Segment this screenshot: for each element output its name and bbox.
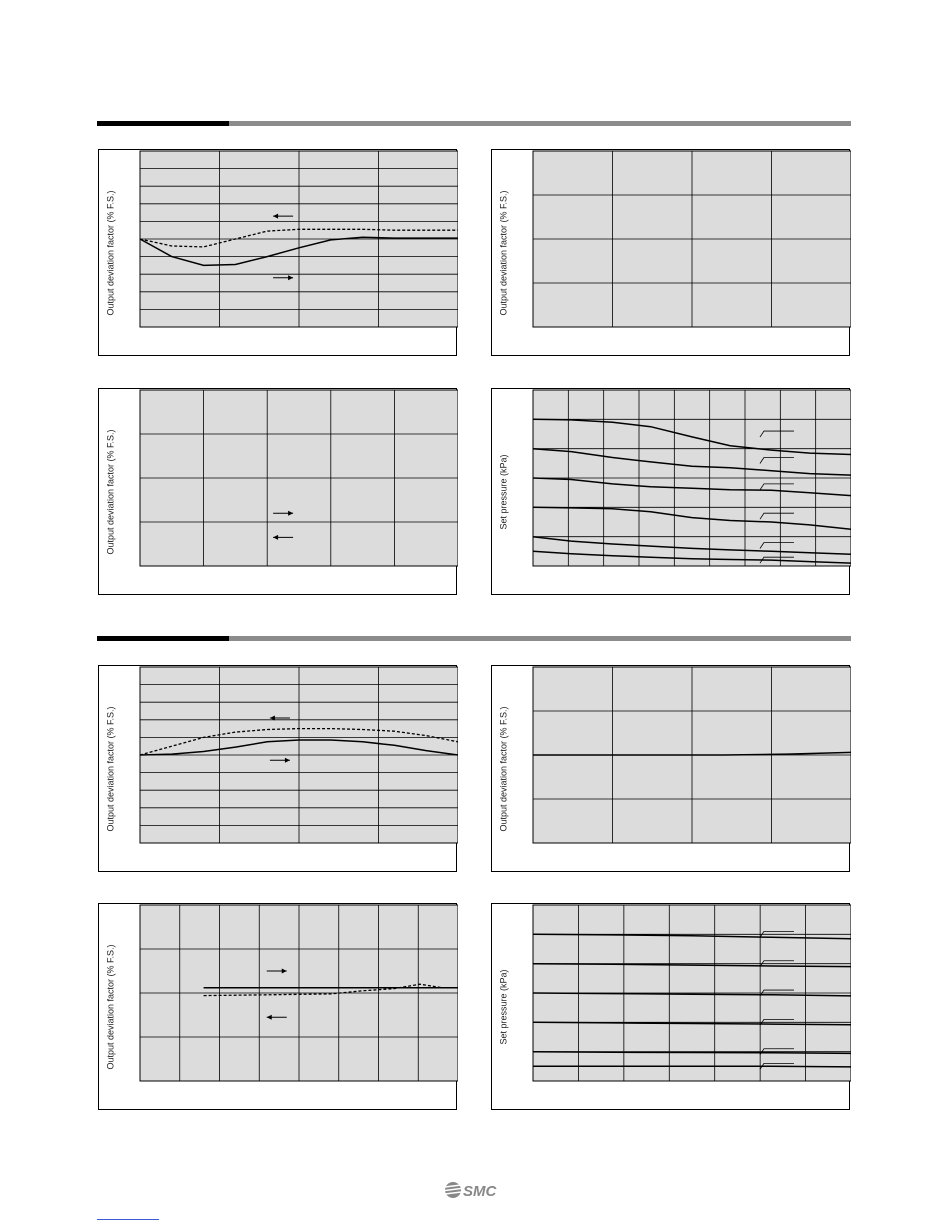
- chart-panel-2: [491, 149, 850, 356]
- rule-accent: [97, 121, 229, 126]
- chart-plot: [492, 389, 851, 596]
- rule-line: [229, 636, 851, 641]
- chart-panel-1: [98, 149, 457, 356]
- logo-text: SMC: [463, 1183, 497, 1200]
- y-axis-label: Output deviation factor (% F.S.): [106, 428, 116, 555]
- rule-line: [229, 121, 851, 126]
- chart-plot: [492, 666, 851, 873]
- y-axis-label: Output deviation factor (% F.S.): [106, 705, 116, 832]
- chart-panel-7: [98, 903, 457, 1110]
- y-axis-label: Output deviation factor (% F.S.): [106, 943, 116, 1070]
- chart-panel-4: [491, 388, 850, 595]
- chart-plot: [492, 150, 851, 357]
- series-line-6: [533, 1066, 851, 1067]
- section-rule-middle: [97, 636, 851, 641]
- y-axis-label: Output deviation factor (% F.S.): [106, 189, 116, 316]
- footer-link-underline[interactable]: [97, 1219, 159, 1220]
- chart-plot: [99, 389, 458, 596]
- y-axis-label: Set pressure (kPa): [499, 968, 509, 1045]
- smc-logo-icon: [444, 1180, 504, 1200]
- y-axis-label: Output deviation factor (% F.S.): [499, 189, 509, 316]
- chart-plot: [492, 904, 851, 1111]
- section-rule-top: [97, 121, 851, 126]
- chart-plot: [99, 904, 458, 1111]
- chart-plot: [99, 666, 458, 873]
- rule-accent: [97, 636, 229, 641]
- chart-panel-5: [98, 665, 457, 872]
- chart-panel-6: [491, 665, 850, 872]
- chart-panel-8: [491, 903, 850, 1110]
- y-axis-label: Set pressure (kPa): [499, 453, 509, 530]
- chart-panel-3: [98, 388, 457, 595]
- y-axis-label: Output deviation factor (% F.S.): [499, 705, 509, 832]
- chart-plot: [99, 150, 458, 357]
